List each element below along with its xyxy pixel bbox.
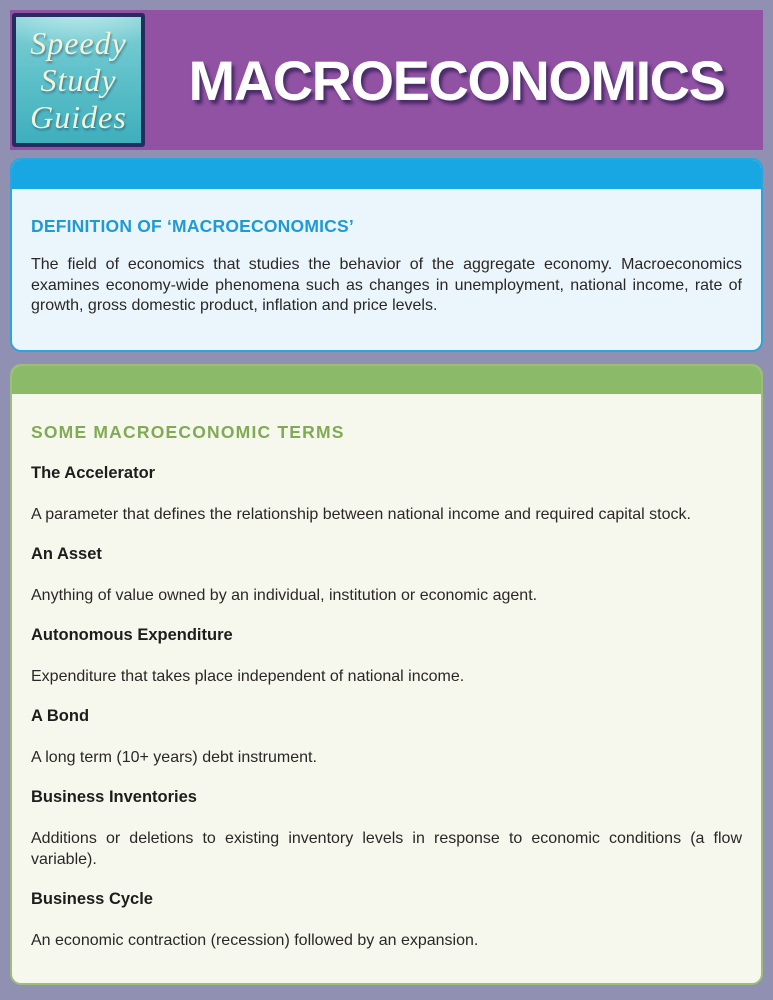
definition-heading: DEFINITION OF ‘MACROECONOMICS’ [31, 216, 354, 236]
terms-content [12, 422, 761, 951]
logo-line-1: Speedy [30, 24, 127, 61]
terms-header-bar [12, 366, 761, 394]
term-name: The Accelerator [31, 464, 156, 482]
term-definition: Anything of value owned by an individual, institution or economic agent. [31, 586, 538, 604]
term-name: Business Cycle [31, 890, 153, 908]
term-item [31, 706, 742, 768]
term-definition: An economic contraction (recession) followed by an expansion. [31, 931, 479, 949]
term-definition: A parameter that defines the relationship between national income and required capital stock. [31, 505, 691, 523]
terms-panel [10, 364, 763, 985]
logo-line-3: Guides [30, 98, 127, 135]
term-item [31, 787, 742, 870]
term-item [31, 544, 742, 606]
terms-list [31, 463, 742, 951]
term-definition: Expenditure that takes place independent of national income. [31, 667, 465, 685]
term-definition: A long term (10+ years) debt instrument. [31, 748, 317, 766]
page-title: MACROECONOMICS [188, 48, 725, 112]
definition-panel [10, 158, 763, 352]
term-item [31, 463, 742, 525]
speedy-study-guides-logo [12, 13, 145, 147]
header-band [10, 10, 763, 150]
term-name: Autonomous Expenditure [31, 626, 233, 644]
term-definition: Additions or deletions to existing inventory levels in response to economic conditions (a flow variable). [31, 829, 742, 868]
term-name: Business Inventories [31, 788, 197, 806]
term-name: An Asset [31, 545, 102, 563]
definition-content [12, 216, 761, 317]
term-name: A Bond [31, 707, 90, 725]
term-item [31, 625, 742, 687]
logo-line-2: Study [40, 61, 117, 98]
definition-header-bar [12, 160, 761, 189]
definition-body-text: The field of economics that studies the behavior of the aggregate economy. Macroeconomics examines economy-wide phenomena such as changes in unemployment, national income, rate of growth, gross domestic product, inflation and price levels. [31, 256, 742, 314]
term-item [31, 889, 742, 951]
terms-heading: SOME MACROECONOMIC TERMS [31, 422, 345, 442]
